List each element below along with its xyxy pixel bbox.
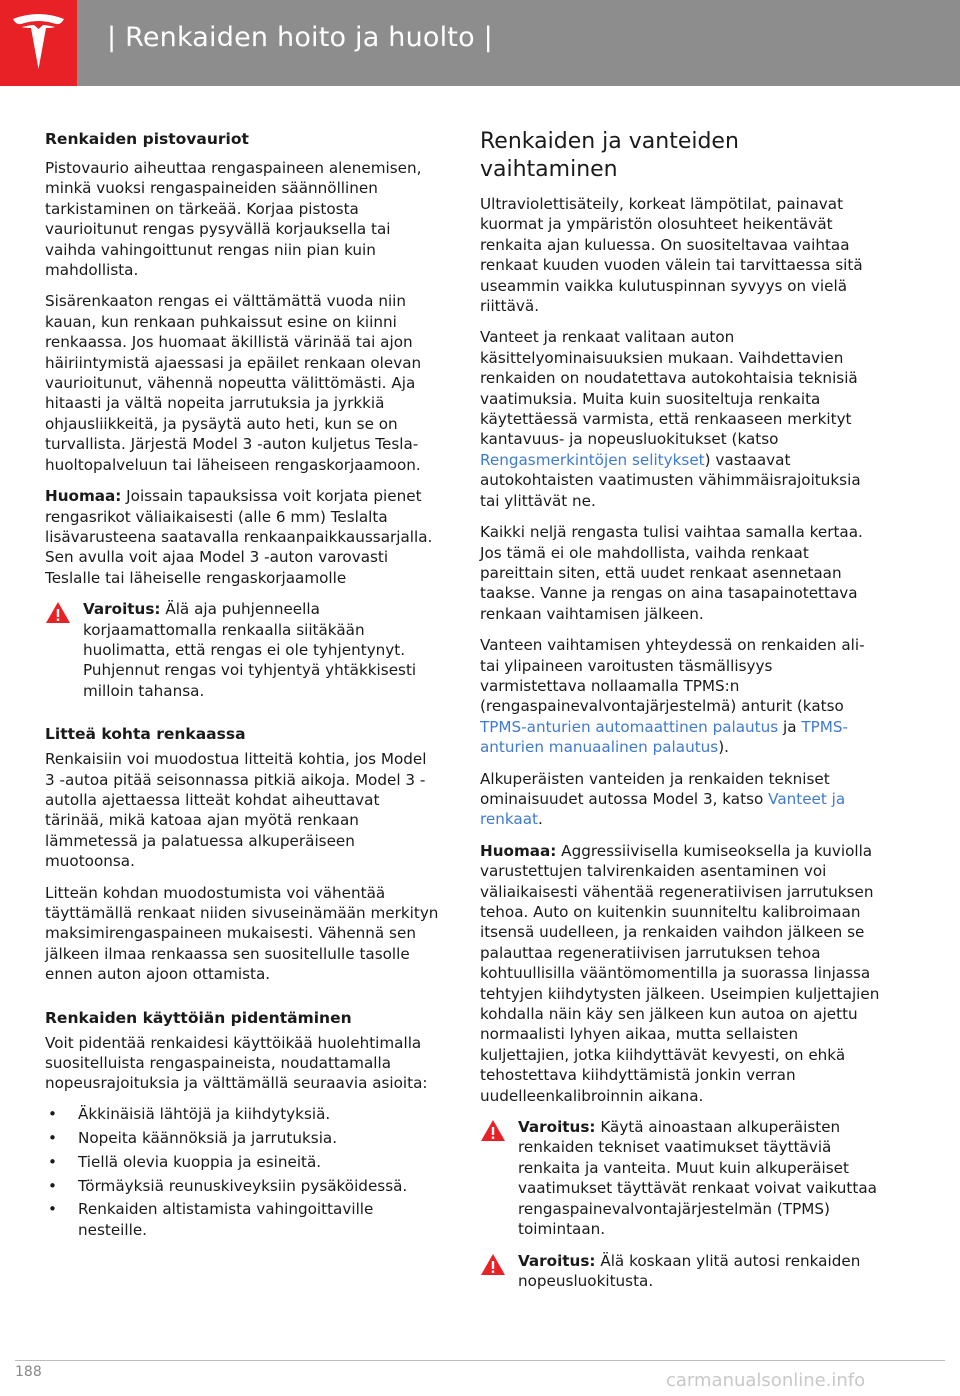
list-item-text: Tiellä olevia kuoppia ja esineitä. xyxy=(78,1152,322,1171)
warning-block xyxy=(480,1251,880,1292)
warning-body: Käytä ainoastaan alkuperäisten renkaiden tekniset vaatimukset täyttäviä renkaita ja vanteita. Muut kuin alkuperäiset vaatimukset täyttävät renkaat voivat vaikuttaa rengaspainevalvontajärjestelmän (TPMS) toimintaan. xyxy=(518,1118,877,1239)
list-item-text: Nopeita käännöksiä ja jarrutuksia. xyxy=(78,1128,338,1147)
list-item-text: Törmäyksiä reunuskiveyksiin pysäköidessä. xyxy=(78,1176,408,1195)
page-number: 188 xyxy=(15,1364,42,1380)
section-title-tire-life: Renkaiden käyttöiän pidentäminen xyxy=(45,1008,352,1027)
text-run: Vanteen vaihtamisen yhteydessä on renkaiden ali- tai ylipaineen varoitusten täsmällisyys varmistettava nollaamalla TPMS:n (rengaspainevalvontajärjestelmä) anturit (katso xyxy=(480,636,865,716)
logo-box xyxy=(0,0,77,86)
bullet-list xyxy=(45,1104,440,1240)
list-item xyxy=(45,1199,440,1240)
tesla-logo-icon xyxy=(11,13,66,73)
note-text: Aggressiivisella kumiseoksella ja kuviolla varustettujen talvirenkaiden asentaminen voi väliaikaisesti vähentää regeneratiivisen jarrutuksen tehoa. Auto on kuitenkin suunniteltu kalibroimaan itsensä uudelleen, ja renkaiden vaihdon jälkeen se palauttaa regeneratiivisen jarrutuksen tehoa kohtuullisilla vääntömomentilla ja suorassa linjassa tehtyjen kiihdytysten jälkeen. Useimpien kuljettajien kohdalla näin käy sen jälkeen kun autoa on ajettu normaalisti lyhyen aikaa, mutta sellaisten kuljettajien, jotka kiihdyttävät kevyesti, on ehkä tehostettava kiihdyttämistä jonkin verran uudelleenkalibroinnin aikana. xyxy=(480,841,880,1105)
warning-text xyxy=(83,599,440,701)
right-column xyxy=(480,128,880,1291)
paragraph xyxy=(480,769,880,830)
warning-text xyxy=(518,1251,880,1292)
link-tire-markings[interactable]: Rengasmerkintöjen selitykset xyxy=(480,450,705,469)
paragraph: Pistovaurio aiheuttaa rengaspaineen alenemisen, minkä vuoksi rengaspaineiden säännöllinen tarkistaminen on tärkeää. Korjaa pistosta vaurioitunut rengas pysyvällä korjauksella tai vaihda vahingoittunut rengas niin pian kuin mahdollista. xyxy=(45,159,422,280)
bullet-icon: • xyxy=(48,1176,57,1195)
warning-body: Älä koskaan ylitä autosi renkaiden nopeusluokitusta. xyxy=(518,1251,861,1290)
left-column xyxy=(45,128,440,1244)
paragraph xyxy=(480,327,880,511)
list-item xyxy=(45,1152,440,1172)
text-run: Alkuperäisten vanteiden ja renkaiden tekniset ominaisuudet autossa Model 3, katso xyxy=(480,769,830,808)
warning-triangle-icon xyxy=(45,601,71,624)
list-item xyxy=(45,1104,440,1124)
link-tpms-auto-reset[interactable]: TPMS-anturien automaattinen palautus xyxy=(480,717,779,736)
text-run: Vanteet ja renkaat valitaan auton käsittelyominaisuuksien mukaan. Vaihdettavien renkaiden on noudatettava autokohtaisia teknisiä vaatimuksia. Muita kuin suositeltuja renkaita käytettäessä varmista, että renkaaseen merkityt kantavuus- ja nopeusluokitukset (katso xyxy=(480,328,858,449)
watermark: carmanualsonline.info xyxy=(666,1370,866,1391)
page-header xyxy=(0,0,960,86)
bullet-icon: • xyxy=(48,1104,57,1123)
text-run: ja xyxy=(778,717,802,736)
paragraph: Ultraviolettisäteily, korkeat lämpötilat, painavat kuormat ja ympäristön olosuhteet heikentävät renkaita ajan kuluessa. On suositeltavaa vaihtaa renkaat kuuden vuoden välein tai tarvittaessa sitä useammin vaikka kulutuspinnan syvyys on vielä riittävä. xyxy=(480,195,863,316)
paragraph: Renkaisiin voi muodostua litteitä kohtia, jos Model 3 -autoa pitää seisonnassa pitkiä aikoja. Model 3 -autolla ajettaessa litteät kohdat aiheuttavat tärinää, mikä katoaa ajan myötä renkaan lämmetessä ja palatuessa alkuperäiseen muotoonsa. xyxy=(45,750,427,871)
bullet-icon: • xyxy=(48,1152,57,1171)
note-label: Huomaa: xyxy=(480,841,557,860)
warning-triangle-icon xyxy=(480,1119,506,1142)
section-title-puncture: Renkaiden pistovauriot xyxy=(45,130,249,148)
section-title-flat-spot: Litteä kohta renkaassa xyxy=(45,725,246,744)
warning-body: Älä aja puhjenneella korjaamattomalla renkaalla siitäkään huolimatta, että rengas ei ole tyhjentynyt. Puhjennut rengas voi tyhjentyä yhtäkkisesti milloin tahansa. xyxy=(83,600,417,700)
warning-triangle-icon xyxy=(480,1253,506,1276)
warning-label: Varoitus: xyxy=(518,1118,596,1137)
note-label: Huomaa: xyxy=(45,487,122,506)
link-wheels-and-tires[interactable]: Vanteet ja renkaat xyxy=(480,789,846,829)
text-run: ). xyxy=(718,738,729,757)
note-paragraph xyxy=(45,486,440,588)
warning-label: Varoitus: xyxy=(518,1251,596,1270)
bullet-icon: • xyxy=(48,1200,57,1219)
text-run: . xyxy=(537,810,543,829)
link-tpms-manual-reset[interactable]: TPMS-anturien manuaalinen palautus xyxy=(480,717,849,757)
list-item-text: Äkkinäisiä lähtöjä ja kiihdytyksiä. xyxy=(78,1104,331,1123)
bullet-icon: • xyxy=(48,1128,57,1147)
warning-text xyxy=(518,1117,880,1239)
list-item xyxy=(45,1128,440,1148)
text-run: ) vastaavat autokohtaisten vaatimusten vähimmäisrajoituksia tai ylittävät ne. xyxy=(480,450,861,510)
paragraph: Sisärenkaaton rengas ei välttämättä vuoda niin kauan, kun renkaan puhkaissut esine on kiinni renkaassa. Jos huomaat äkillistä värinää tai ajon häiriintymistä ajaessasi ja epäilet renkaan olevan vaurioitunut, vähennä nopeutta välittömästi. Aja hitaasti ja vältä nopeita jarrutuksia ja jyrkkiä ohjausliikkeitä, ja pysäytä auto heti, kun se on turvallista. Järjestä Model 3 -auton kuljetus Tesla-huoltopalveluun tai läheiseen rengaskorjaamoon. xyxy=(45,292,422,474)
warning-block xyxy=(45,599,440,701)
list-item-text: Renkaiden altistamista vahingoittaville nesteille. xyxy=(78,1200,374,1239)
note-text: Joissain tapauksissa voit korjata pienet rengasrikot väliaikaisesti (alle 6 mm) Teslalta lisävarusteena saatavalla renkaanpaikkaussarjalla. Sen avulla voit ajaa Model 3 -auton varovasti Teslalle tai läheiselle rengaskorjaamolle xyxy=(45,487,433,587)
section-heading-replacement: Renkaiden ja vanteiden vaihtaminen xyxy=(480,129,739,182)
page-title: | Renkaiden hoito ja huolto | xyxy=(107,22,493,53)
warning-label: Varoitus: xyxy=(83,600,161,619)
paragraph: Kaikki neljä rengasta tulisi vaihtaa samalla kertaa. Jos tämä ei ole mahdollista, vaihda renkaat pareittain siten, että uudet renkaat asennetaan taakse. Vanne ja rengas on aina tasapainotettava renkaan vaihtamisen jälkeen. xyxy=(480,523,863,623)
paragraph xyxy=(480,635,880,757)
paragraph: Voit pidentää renkaidesi käyttöikää huolehtimalla suositelluista rengaspaineista, noudattamalla nopeusrajoituksia ja välttämällä seuraavia asioita: xyxy=(45,1033,428,1093)
warning-block xyxy=(480,1117,880,1239)
note-paragraph xyxy=(480,841,880,1106)
paragraph: Litteän kohdan muodostumista voi vähentää täyttämällä renkaat niiden sivuseinämään merkityn maksimirengaspaineen mukaisesti. Vähennä sen jälkeen ilmaa renkaassa sen suositellulle tasolle ennen auton ajoon ottamista. xyxy=(45,883,439,984)
footer-divider xyxy=(15,1360,945,1361)
list-item xyxy=(45,1176,440,1196)
